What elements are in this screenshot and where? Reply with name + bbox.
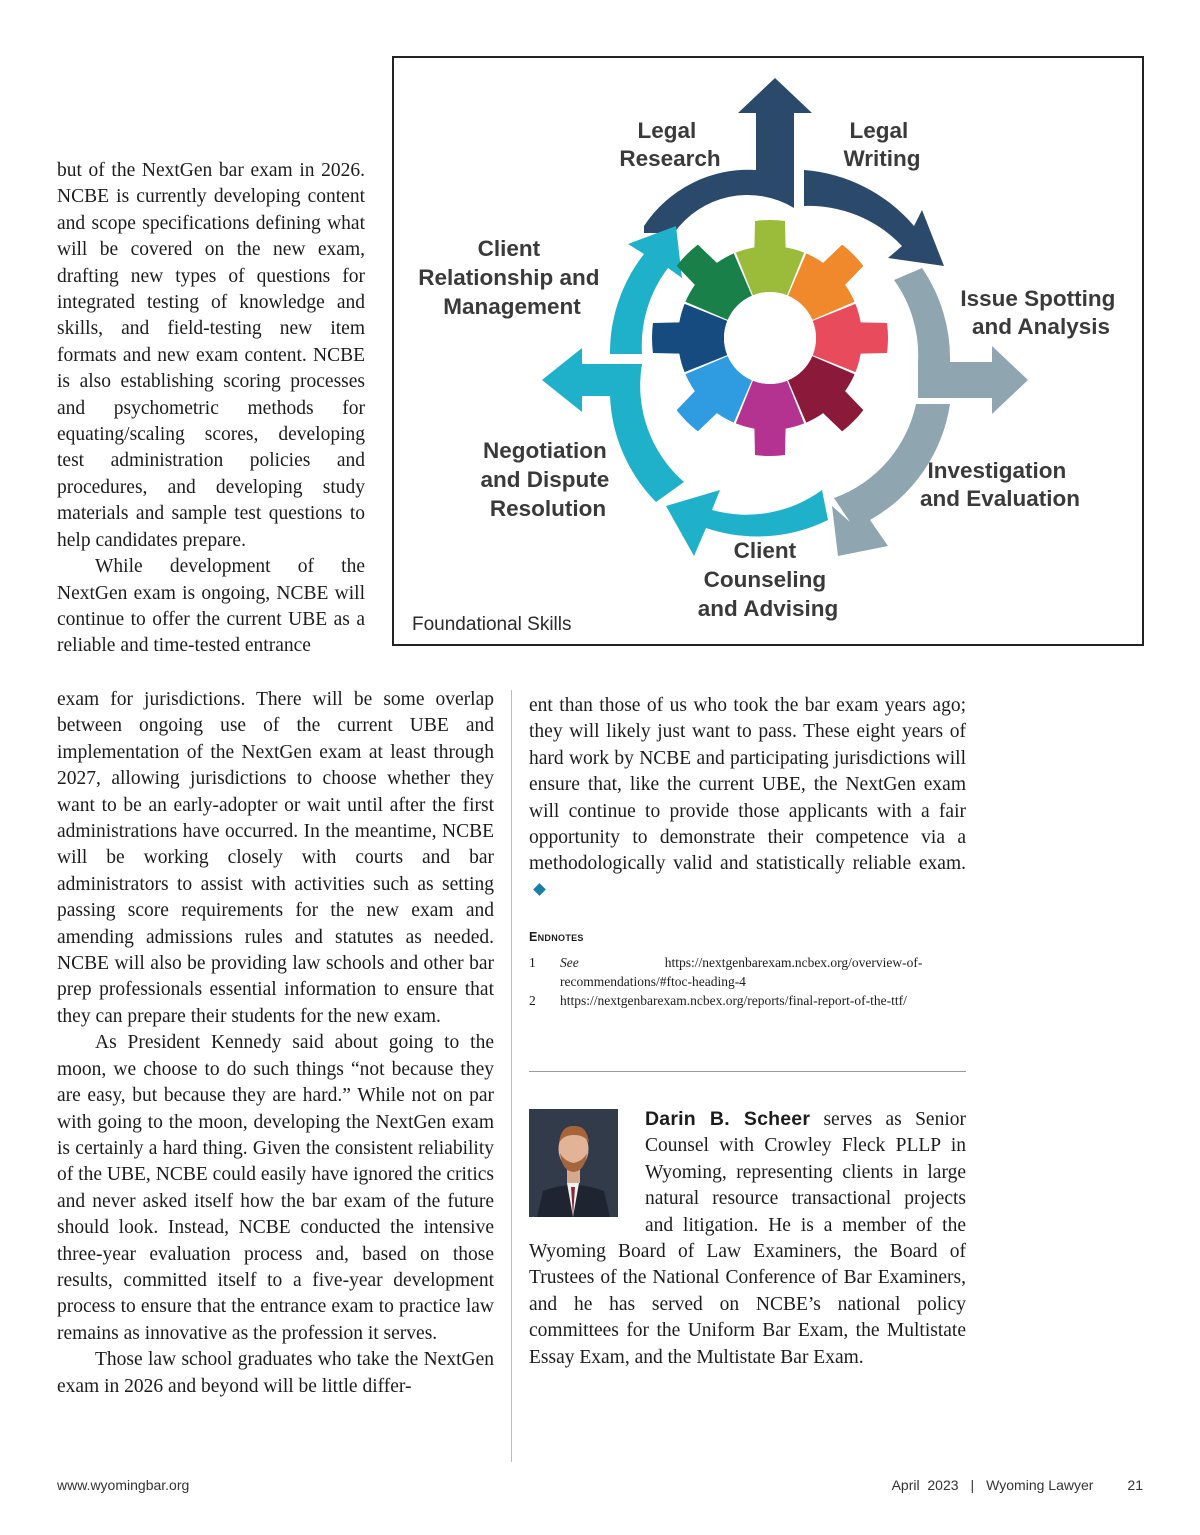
- footer-separator: |: [970, 1477, 975, 1493]
- label-legal-research: Legal Research: [619, 118, 721, 171]
- paragraph-1: but of the NextGen bar exam in 2026. NCBE is currently developing content and scope specifications defining what will be covered on the new exam, drafting new types of questions for integrated testing of knowledge and skills, and field-testing new item formats and new exam content. NCBE is also establishing scoring processes and psychometric methods for equating/scaling scores, developing test administration policies and procedures, and developing study materials and sample test questions to help candidates prepare.: [57, 160, 365, 551]
- paragraph-2-start: While development of the NextGen exam is ongoing, NCBE will continue to offer the current UBE as a reliable and time-tested entrance: [57, 556, 365, 657]
- label-client-relationship: Client Relationship and Management: [418, 236, 600, 319]
- footer-page-number: 21: [1127, 1477, 1143, 1493]
- paragraph-3: As President Kennedy said about going to the moon, we choose to do such things “not because they are easy, but because they are hard.” While not on par with going to the moon, developing the NextGen exam is certainly a hard thing. Given the consistent reliability of the UBE, NCBE could easily have ignored the critics and never asked itself how the bar exam of the future should look. Instead, NCBE conducted the intensive three-year evaluation process and, based on those results, committed itself to a five-year development process to ensure that the entrance exam to practice law remains as innovative as the profession it serves.: [57, 1032, 494, 1344]
- paragraph-4-end: [529, 693, 966, 904]
- endnote-see: See: [560, 955, 579, 970]
- endnotes-section: [529, 930, 966, 1012]
- author-photo: [529, 1109, 618, 1217]
- endnote-text: [560, 992, 966, 1011]
- endnote-item: [529, 992, 966, 1011]
- author-bio: [529, 1106, 966, 1371]
- endnote-link-2[interactable]: https://nextgenbarexam.ncbex.org/reports/final-report-of-the-ttf/: [560, 993, 907, 1008]
- paragraph-4-end-text: ent than those of us who took the bar exam years ago; they will likely just want to pass. These eight years of hard work by NCBE and participating jurisdictions will ensure that, like the current UBE, the NextGen exam will continue to provide those applicants with a fair opportunity to demonstrate their competence via a methodologically valid and statistically reliable exam.: [529, 695, 966, 875]
- label-issue-spotting: Issue Spotting and Analysis: [960, 286, 1116, 339]
- label-investigation: Investigation and Evaluation: [919, 458, 1081, 511]
- author-portrait-icon: [529, 1109, 618, 1217]
- endnotes-heading: Endnotes: [529, 930, 584, 944]
- figure-caption: Foundational Skills: [412, 614, 572, 635]
- label-negotiation: Negotiation and Dispute Resolution: [480, 438, 610, 521]
- foundational-skills-figure: [392, 56, 1144, 646]
- paragraph-2-end: exam for jurisdictions. There will be some overlap between ongoing use of the current UBE and implementation of the NextGen exam at least through 2027, allowing jurisdictions to choose whether they want to be an early-adopter or wait until after the first administrations have occurred. In the meantime, NCBE will be working closely with courts and bar administrators to assist with activities such as setting passing score requirements for the new exam and amending admissions rules and statutes as needed. NCBE will also be providing law schools and other bar prep professionals essential information to ensure that they can prepare their students for the new exam.: [57, 689, 494, 1027]
- arrow-legal-writing: [804, 170, 944, 266]
- end-mark-icon: [533, 883, 546, 896]
- endnote-number: 2: [529, 993, 536, 1008]
- endnote-text: [560, 954, 966, 991]
- column-1-top: [57, 158, 365, 660]
- endnote-link-1[interactable]: https://nextgenbarexam.ncbex.org/overview-of-recommendations/#ftoc-heading-4: [560, 955, 923, 989]
- footer-publication: Wyoming Lawyer: [986, 1477, 1094, 1493]
- footer-info: [892, 1477, 1143, 1493]
- paragraph-4-start: Those law school graduates who take the NextGen exam in 2026 and beyond will be little differ-: [57, 1349, 494, 1397]
- footer-issue: April 2023: [891, 1477, 959, 1493]
- author-name: Darin B. Scheer: [645, 1108, 811, 1130]
- skills-diagram: [394, 58, 1142, 644]
- column-1-bottom: [57, 687, 494, 1400]
- endnote-item: [529, 954, 966, 991]
- ring-center: [724, 292, 816, 384]
- label-legal-writing: Legal Writing: [843, 118, 921, 171]
- label-client-counseling: Client Counseling and Advising: [697, 538, 839, 621]
- endnote-number: 1: [529, 955, 536, 970]
- column-divider: [511, 690, 512, 1462]
- column-2: [529, 693, 966, 904]
- bio-divider: [529, 1071, 966, 1072]
- footer-website[interactable]: www.wyomingbar.org: [57, 1477, 190, 1493]
- bio-text: serves as Senior Counsel with Crowley Fleck PLLP in Wyoming, representing clients in large natural resource transactional projects and litigation. He is a member of the Wyoming Board of Law Examiners, the Board of Trustees of the National Conference of Bar Examiners, and he has served on NCBE’s national policy committees for the Uniform Bar Exam, the Multistate Essay Exam, and the Multistate Bar Exam.: [529, 1109, 966, 1368]
